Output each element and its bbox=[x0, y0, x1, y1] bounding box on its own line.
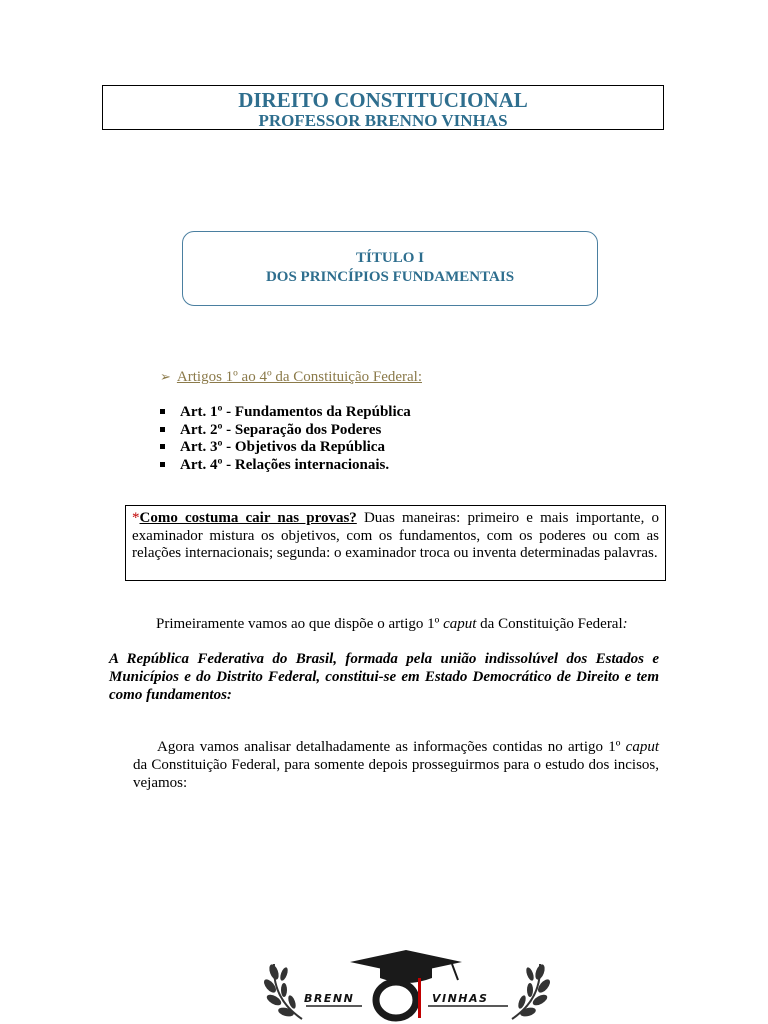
logo-left-text: BRENN bbox=[304, 992, 355, 1005]
document-header bbox=[102, 85, 664, 130]
brenno-vinhas-logo bbox=[262, 944, 552, 1024]
square-bullet-icon bbox=[160, 409, 165, 414]
tip-text: Duas maneiras: primeiro e mais importante, o examinador mistura os objetivos, com os fundamentos, com os poderes ou com as relações internacionais; segunda: o examinador troca ou inventa determinadas palavras. bbox=[132, 510, 659, 561]
tip-question: Como costuma cair nas provas? bbox=[139, 510, 357, 526]
right-laurel-icon bbox=[512, 963, 552, 1019]
chapter-name: DOS PRINCÍPIOS FUNDAMENTAIS bbox=[265, 269, 515, 285]
exam-tip-box bbox=[125, 505, 666, 581]
intro-paragraph: Primeiramente vamos ao que dispõe o artigo 1º caput da Constituição Federal: bbox=[156, 616, 628, 632]
list-item: Art. 1º - Fundamentos da República bbox=[160, 404, 411, 422]
logo-right-text: VINHAS bbox=[432, 992, 489, 1005]
professor-name: PROFESSOR BRENNO VINHAS bbox=[258, 111, 508, 130]
course-title: DIREITO CONSTITUCIONAL bbox=[238, 88, 528, 112]
articles-heading-text: Artigos 1º ao 4º da Constituição Federal: bbox=[176, 369, 422, 385]
articles-list bbox=[160, 404, 411, 474]
logo-o-ring bbox=[376, 982, 416, 1018]
left-laurel-icon bbox=[262, 963, 302, 1019]
arrow-bullet-icon: ➢ bbox=[160, 369, 171, 384]
list-item: Art. 4º - Relações internacionais. bbox=[160, 457, 411, 475]
articles-heading bbox=[160, 369, 422, 386]
tip-star: * bbox=[132, 510, 140, 526]
square-bullet-icon bbox=[160, 427, 165, 432]
square-bullet-icon bbox=[160, 444, 165, 449]
analysis-paragraph: Agora vamos analisar detalhadamente as informações contidas no artigo 1º caput da Constituição Federal, para somente depois prosseguirmos para o estudo dos incisos, vejamos: bbox=[133, 739, 659, 791]
list-item: Art. 2º - Separação dos Poderes bbox=[160, 422, 411, 440]
chapter-number: TÍTULO I bbox=[356, 250, 424, 266]
chapter-title-box bbox=[182, 231, 598, 306]
logo-red-bar bbox=[418, 978, 421, 1018]
article-quote: A República Federativa do Brasil, formada pela união indissolúvel dos Estados e Municípios e do Distrito Federal, constitui-se em Estado Democrático de Direito e tem como fundamentos: bbox=[109, 651, 659, 703]
graduation-cap-icon bbox=[350, 950, 462, 983]
square-bullet-icon bbox=[160, 462, 165, 467]
list-item: Art. 3º - Objetivos da República bbox=[160, 439, 411, 457]
